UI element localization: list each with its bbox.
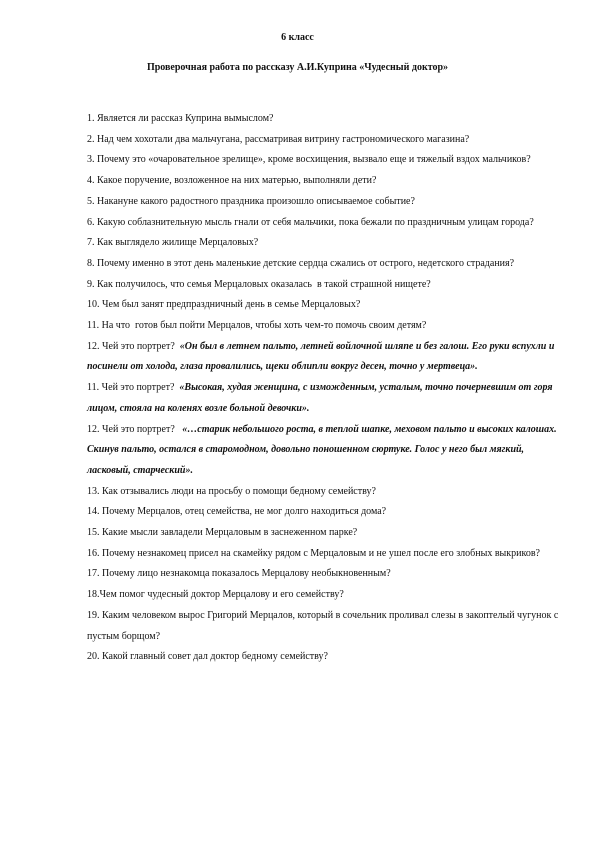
question-12-portrait: 12. Чей это портрет? «Он был в летнем пальто, летней войлочной шляпе и без галош. Его руки вспухли и посинели от холода, глаза провалились, щеки облипли вокруг десен, точно у мертвеца». — [87, 340, 555, 373]
question-17: 17. Почему лицо незнакомца показалось Мерцалову необыкновенным? — [87, 568, 391, 580]
question-8: 8. Почему именно в этот день маленькие детские сердца сжались от острого, недетского страдания? — [87, 257, 515, 269]
question-18: 18.Чем помог чудесный доктор Мерцалову и его семейству? — [87, 589, 344, 601]
question-20: 20. Какой главный совет дал доктор бедному семейству? — [87, 651, 328, 663]
question-13: 13. Как отзывались люди на просьбу о помощи бедному семейству? — [87, 485, 376, 497]
question-16: 16. Почему незнакомец присел на скамейку рядом с Мерцаловым и не ушел после его злобных выкриков? — [87, 547, 540, 559]
question-11-portrait: 11. Чей это портрет? «Высокая, худая женщина, с изможденным, усталым, точно почерневшим от горя лицом, стояла на коленях возле больной девочки». — [87, 382, 553, 414]
portrait-quote: «…старик небольшого роста, в теплой шапке, меховом пальто и высоких калошах. Скинув пальто, остался в старомодном, довольно поношенном сюртуке. Голос у него был мягкий, ласковый, старческий». — [87, 423, 557, 476]
portrait-quote: «Высокая, худая женщина, с изможденным, усталым, точно почерневшим от горя лицом, стояла на коленях возле больной девочки». — [87, 382, 553, 414]
question-9: 9. Как получилось, что семья Мерцаловых оказалась в такой страшной нищете? — [87, 278, 431, 290]
question-2: 2. Над чем хохотали два мальчугана, рассматривая витрину гастрономического магазина? — [87, 133, 470, 145]
worksheet-title: Проверочная работа по рассказу А.И.Куприна «Чудесный доктор» — [146, 62, 449, 73]
question-7: 7. Как выглядело жилище Мерцаловых? — [87, 237, 259, 249]
question-3: 3. Почему это «очаровательное зрелище», кроме восхищения, вызвало еще и тяжелый вздох мальчиков? — [87, 154, 531, 166]
question-14: 14. Почему Мерцалов, отец семейства, не мог долго находиться дома? — [87, 506, 387, 518]
question-12-portrait-doctor: 12. Чей это портрет? «…старик небольшого роста, в теплой шапке, меховом пальто и высоких калошах. Скинув пальто, остался в старомодном, довольно поношенном сюртуке. Голос у него был мягкий, ласковый, старческий». — [87, 423, 557, 476]
question-5: 5. Накануне какого радостного праздника произошло описываемое событие? — [87, 195, 415, 207]
question-19: 19. Каким человеком вырос Григорий Мерцалов, который в сочельник проливал слезы в закоптелый чугунок с пустым борщом? — [87, 609, 559, 642]
question-4: 4. Какое поручение, возложенное на них матерью, выполняли дети? — [87, 175, 377, 187]
portrait-quote: «Он был в летнем пальто, летней войлочной шляпе и без галош. Его руки вспухли и посинели от холода, глаза провалились, щеки облипли вокруг десен, точно у мертвеца». — [87, 340, 555, 373]
question-10: 10. Чем был занят предпраздничный день в семье Мерцаловых? — [87, 299, 361, 311]
question-15: 15. Какие мысли завладели Мерцаловым в заснеженном парке? — [87, 527, 358, 539]
question-11: 11. На что готов был пойти Мерцалов, чтобы хоть чем-то помочь своим детям? — [87, 320, 427, 332]
grade-heading: 6 класс — [281, 32, 314, 43]
question-list — [87, 109, 567, 668]
question-6: 6. Какую соблазнительную мысль гнали от себя мальчики, пока бежали по праздничным улицам города? — [87, 216, 534, 228]
question-1: 1. Является ли рассказ Куприна вымыслом? — [87, 113, 274, 124]
